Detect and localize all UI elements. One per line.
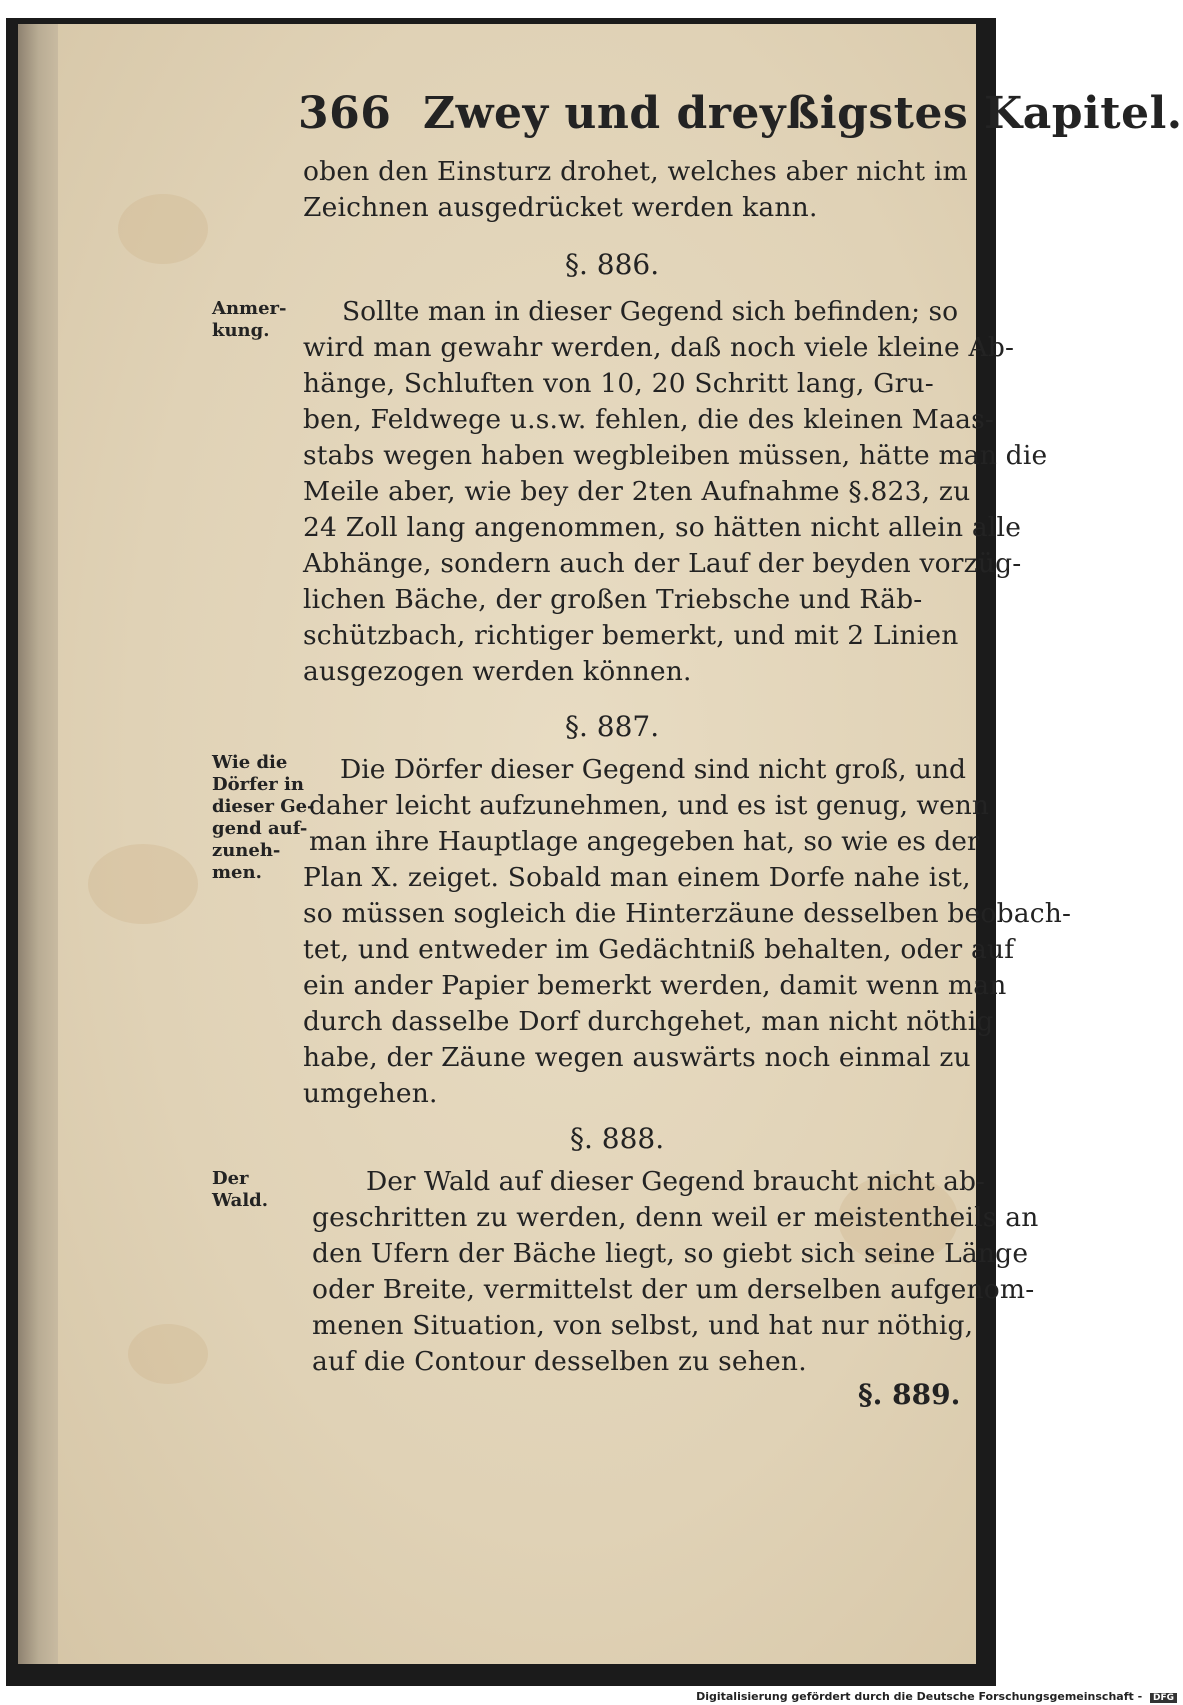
paper-stain: [128, 1324, 208, 1384]
page-header: [298, 88, 1183, 139]
text-line: lichen Bäche, der großen Triebsche und Räb-: [303, 584, 923, 615]
text-line: wird man gewahr werden, daß noch viele kleine Ab-: [303, 332, 1015, 363]
text-line: umgehen.: [303, 1078, 438, 1109]
dfg-logo: DFG: [1150, 1693, 1177, 1703]
margin-note-line: Der: [212, 1168, 249, 1189]
text-line: daher leicht aufzunehmen, und es ist genug, wenn: [309, 790, 989, 821]
paper-stain: [88, 844, 198, 924]
text-line: hänge, Schluften von 10, 20 Schritt lang, Gru-: [303, 368, 934, 399]
text-line: menen Situation, von selbst, und hat nur nöthig,: [312, 1310, 974, 1341]
text-line: schützbach, richtiger bemerkt, und mit 2 Linien: [303, 620, 959, 651]
section-heading: §. 888.: [570, 1122, 665, 1155]
text-line: Plan X. zeiget. Sobald man einem Dorfe nahe ist,: [303, 862, 971, 893]
margin-note-line: Wie die: [212, 752, 288, 773]
text-line: auf die Contour desselben zu sehen.: [312, 1346, 807, 1377]
text-line: stabs wegen haben wegbleiben müssen, hätte man die: [303, 440, 1048, 471]
credit-text: Digitalisierung gefördert durch die Deutsche Forschungsgemeinschaft -: [696, 1690, 1143, 1703]
text-line: ein ander Papier bemerkt werden, damit wenn man: [303, 970, 1007, 1001]
text-line: oben den Einsturz drohet, welches aber nicht im: [303, 156, 968, 187]
text-line: so müssen sogleich die Hinterzäune desselben beobach-: [303, 898, 1072, 929]
catchword: §. 889.: [858, 1378, 961, 1411]
page-number: 366: [298, 88, 392, 139]
text-line: ausgezogen werden können.: [303, 656, 692, 687]
section-heading: §. 887.: [565, 710, 660, 743]
margin-note-line: Wald.: [212, 1190, 269, 1211]
paper-stain: [118, 194, 208, 264]
margin-note-line: Anmer-: [212, 298, 287, 319]
margin-note: [212, 1168, 268, 1212]
text-line: Abhänge, sondern auch der Lauf der beyden vorzüg-: [303, 548, 1022, 579]
text-line: ben, Feldwege u.s.w. fehlen, die des kleinen Maas-: [303, 404, 995, 435]
margin-note-line: zuneh-: [212, 840, 281, 861]
text-line: geschritten zu werden, denn weil er meistentheils an: [312, 1202, 1039, 1233]
text-line: Meile aber, wie bey der 2ten Aufnahme §.823, zu: [303, 476, 971, 507]
chapter-title: Zwey und dreyßigstes Kapitel.: [423, 88, 1183, 139]
text-line: den Ufern der Bäche liegt, so giebt sich seine Länge: [312, 1238, 1029, 1269]
text-line: habe, der Zäune wegen auswärts noch einmal zu: [303, 1042, 971, 1073]
margin-note: [212, 752, 315, 884]
margin-note: [212, 298, 287, 342]
text-line: man ihre Hauptlage angegeben hat, so wie es der: [309, 826, 980, 857]
text-line: Sollte man in dieser Gegend sich befinden; so: [342, 296, 959, 327]
text-line: Der Wald auf dieser Gegend braucht nicht ab-: [366, 1166, 985, 1197]
margin-note-line: gend auf-: [212, 818, 308, 839]
text-line: durch dasselbe Dorf durchgehet, man nicht nöthig: [303, 1006, 994, 1037]
margin-note-line: Dörfer in: [212, 774, 304, 795]
text-line: 24 Zoll lang angenommen, so hätten nicht allein alle: [303, 512, 1022, 543]
margin-note-line: men.: [212, 862, 262, 883]
margin-note-line: dieser Ge-: [212, 796, 315, 817]
text-line: Zeichnen ausgedrücket werden kann.: [303, 192, 818, 223]
text-line: tet, und entweder im Gedächtniß behalten, oder auf: [303, 934, 1015, 965]
digitization-credit: [696, 1690, 1177, 1703]
margin-note-line: kung.: [212, 320, 270, 341]
section-heading: §. 886.: [565, 248, 660, 281]
text-line: oder Breite, vermittelst der um derselben aufgenom-: [312, 1274, 1035, 1305]
text-line: Die Dörfer dieser Gegend sind nicht groß, und: [340, 754, 967, 785]
